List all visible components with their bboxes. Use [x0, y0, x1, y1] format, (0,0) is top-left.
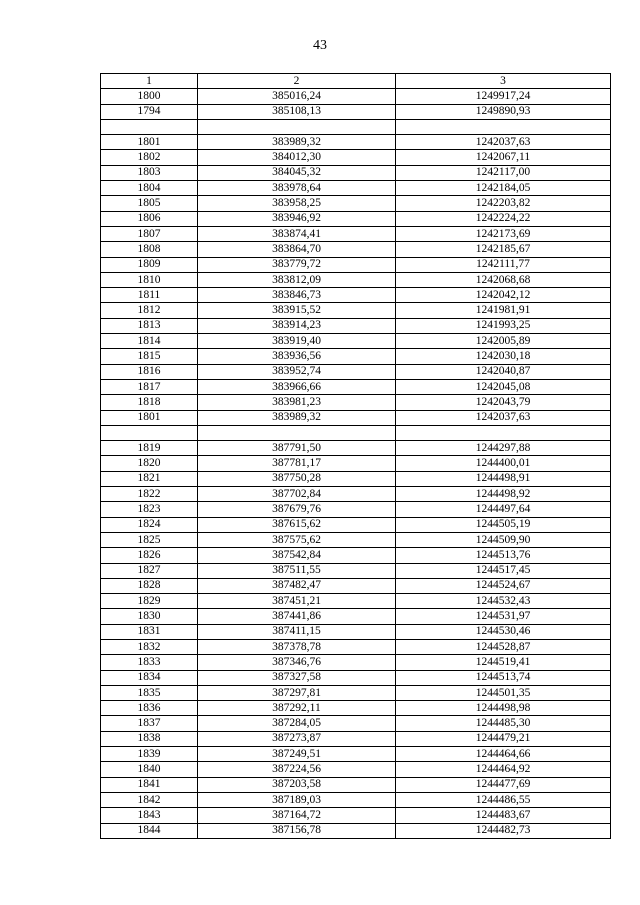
y-coordinate-cell: 1242203,82 [396, 196, 611, 211]
table-row [101, 211, 611, 226]
y-coordinate-cell: 1244485,30 [396, 716, 611, 731]
point-number-cell: 1840 [101, 762, 198, 777]
table-row [101, 257, 611, 272]
x-coordinate-cell: 387249,51 [198, 747, 396, 762]
y-coordinate-cell: 1242067,11 [396, 150, 611, 165]
table-row [101, 349, 611, 364]
y-coordinate-cell: 1244513,76 [396, 548, 611, 563]
point-number-cell: 1824 [101, 517, 198, 532]
x-coordinate-cell: 383946,92 [198, 211, 396, 226]
x-coordinate-cell: 387781,17 [198, 456, 396, 471]
point-number-cell: 1812 [101, 303, 198, 318]
table-row [101, 196, 611, 211]
point-number-cell: 1816 [101, 364, 198, 379]
x-coordinate-cell: 387346,76 [198, 655, 396, 670]
x-coordinate-cell: 383846,73 [198, 288, 396, 303]
y-coordinate-cell [396, 119, 611, 134]
y-coordinate-cell: 1244532,43 [396, 594, 611, 609]
x-coordinate-cell: 384012,30 [198, 150, 396, 165]
point-number-cell: 1833 [101, 655, 198, 670]
table-row [101, 655, 611, 670]
x-coordinate-cell: 387378,78 [198, 639, 396, 654]
x-coordinate-cell: 387679,76 [198, 502, 396, 517]
table-row [101, 532, 611, 547]
point-number-cell: 1836 [101, 701, 198, 716]
y-coordinate-cell: 1242184,05 [396, 181, 611, 196]
x-coordinate-cell: 383812,09 [198, 272, 396, 287]
table-row [101, 639, 611, 654]
x-coordinate-cell: 383989,32 [198, 135, 396, 150]
x-coordinate-cell: 387542,84 [198, 548, 396, 563]
y-coordinate-cell: 1249917,24 [396, 89, 611, 104]
y-coordinate-cell: 1242224,22 [396, 211, 611, 226]
table-row [101, 471, 611, 486]
point-number-cell [101, 119, 198, 134]
y-coordinate-cell: 1244524,67 [396, 578, 611, 593]
y-coordinate-cell: 1242030,18 [396, 349, 611, 364]
y-coordinate-cell: 1244479,21 [396, 731, 611, 746]
y-coordinate-cell: 1244400,01 [396, 456, 611, 471]
header-col-3: 3 [396, 74, 611, 89]
x-coordinate-cell: 383914,23 [198, 318, 396, 333]
table-row [101, 731, 611, 746]
y-coordinate-cell: 1244498,92 [396, 487, 611, 502]
y-coordinate-cell: 1244464,66 [396, 747, 611, 762]
point-number-cell: 1821 [101, 471, 198, 486]
table-row [101, 303, 611, 318]
table-header [101, 74, 611, 89]
point-number-cell: 1802 [101, 150, 198, 165]
x-coordinate-cell: 383936,56 [198, 349, 396, 364]
x-coordinate-cell: 387575,62 [198, 532, 396, 547]
table-row [101, 777, 611, 792]
point-number-cell: 1830 [101, 609, 198, 624]
x-coordinate-cell: 387411,15 [198, 624, 396, 639]
x-coordinate-cell: 383915,52 [198, 303, 396, 318]
point-number-cell: 1814 [101, 334, 198, 349]
y-coordinate-cell: 1244519,41 [396, 655, 611, 670]
y-coordinate-cell: 1242117,00 [396, 165, 611, 180]
point-number-cell: 1805 [101, 196, 198, 211]
table-row [101, 288, 611, 303]
y-coordinate-cell: 1244528,87 [396, 639, 611, 654]
y-coordinate-cell: 1242173,69 [396, 226, 611, 241]
point-number-cell: 1828 [101, 578, 198, 593]
point-number-cell: 1832 [101, 639, 198, 654]
point-number-cell: 1818 [101, 395, 198, 410]
y-coordinate-cell: 1244498,91 [396, 471, 611, 486]
point-number-cell: 1820 [101, 456, 198, 471]
table-row [101, 89, 611, 104]
y-coordinate-cell: 1242040,87 [396, 364, 611, 379]
point-number-cell: 1813 [101, 318, 198, 333]
x-coordinate-cell: 383981,23 [198, 395, 396, 410]
table-row [101, 334, 611, 349]
y-coordinate-cell: 1242043,79 [396, 395, 611, 410]
point-number-cell: 1822 [101, 487, 198, 502]
table-row [101, 685, 611, 700]
x-coordinate-cell: 387702,84 [198, 487, 396, 502]
x-coordinate-cell: 387482,47 [198, 578, 396, 593]
table-row [101, 609, 611, 624]
point-number-cell: 1825 [101, 532, 198, 547]
table-row [101, 487, 611, 502]
point-number-cell: 1811 [101, 288, 198, 303]
table-row [101, 456, 611, 471]
y-coordinate-cell: 1242042,12 [396, 288, 611, 303]
x-coordinate-cell: 383779,72 [198, 257, 396, 272]
point-number-cell: 1794 [101, 104, 198, 119]
header-col-2: 2 [198, 74, 396, 89]
table-row [101, 119, 611, 134]
x-coordinate-cell: 383958,25 [198, 196, 396, 211]
point-number-cell: 1827 [101, 563, 198, 578]
table-row [101, 716, 611, 731]
point-number-cell: 1826 [101, 548, 198, 563]
table-row [101, 762, 611, 777]
x-coordinate-cell: 387224,56 [198, 762, 396, 777]
page-number: 43 [313, 38, 327, 53]
y-coordinate-cell: 1249890,93 [396, 104, 611, 119]
x-coordinate-cell: 384045,32 [198, 165, 396, 180]
table-row [101, 410, 611, 425]
point-number-cell: 1801 [101, 135, 198, 150]
x-coordinate-cell: 387451,21 [198, 594, 396, 609]
y-coordinate-cell: 1244501,35 [396, 685, 611, 700]
point-number-cell [101, 425, 198, 440]
point-number-cell: 1843 [101, 808, 198, 823]
table-row [101, 272, 611, 287]
table-row [101, 747, 611, 762]
x-coordinate-cell: 387156,78 [198, 823, 396, 838]
y-coordinate-cell: 1242185,67 [396, 242, 611, 257]
y-coordinate-cell: 1244477,69 [396, 777, 611, 792]
x-coordinate-cell: 387284,05 [198, 716, 396, 731]
table-row [101, 441, 611, 456]
table-row [101, 808, 611, 823]
point-number-cell: 1839 [101, 747, 198, 762]
table-row [101, 104, 611, 119]
table-row [101, 701, 611, 716]
y-coordinate-cell: 1244530,46 [396, 624, 611, 639]
table-row [101, 563, 611, 578]
x-coordinate-cell: 383952,74 [198, 364, 396, 379]
x-coordinate-cell: 387189,03 [198, 792, 396, 807]
y-coordinate-cell: 1242068,68 [396, 272, 611, 287]
point-number-cell: 1844 [101, 823, 198, 838]
table-row [101, 548, 611, 563]
point-number-cell: 1815 [101, 349, 198, 364]
table-row [101, 318, 611, 333]
point-number-cell: 1823 [101, 502, 198, 517]
table-row [101, 242, 611, 257]
y-coordinate-cell: 1244297,88 [396, 441, 611, 456]
x-coordinate-cell: 387203,58 [198, 777, 396, 792]
point-number-cell: 1810 [101, 272, 198, 287]
table-row [101, 823, 611, 838]
point-number-cell: 1819 [101, 441, 198, 456]
table-row [101, 181, 611, 196]
point-number-cell: 1807 [101, 226, 198, 241]
x-coordinate-cell [198, 425, 396, 440]
point-number-cell: 1804 [101, 181, 198, 196]
point-number-cell: 1838 [101, 731, 198, 746]
y-coordinate-cell: 1244486,55 [396, 792, 611, 807]
point-number-cell: 1809 [101, 257, 198, 272]
header-col-1: 1 [101, 74, 198, 89]
point-number-cell: 1801 [101, 410, 198, 425]
table-row [101, 150, 611, 165]
y-coordinate-cell: 1242045,08 [396, 379, 611, 394]
x-coordinate-cell: 387273,87 [198, 731, 396, 746]
table-row [101, 578, 611, 593]
y-coordinate-cell: 1244497,64 [396, 502, 611, 517]
x-coordinate-cell [198, 119, 396, 134]
x-coordinate-cell: 387327,58 [198, 670, 396, 685]
y-coordinate-cell: 1242005,89 [396, 334, 611, 349]
y-coordinate-cell: 1244464,92 [396, 762, 611, 777]
x-coordinate-cell: 387511,55 [198, 563, 396, 578]
point-number-cell: 1834 [101, 670, 198, 685]
y-coordinate-cell: 1242037,63 [396, 135, 611, 150]
table-body [101, 89, 611, 839]
x-coordinate-cell: 387297,81 [198, 685, 396, 700]
table-row [101, 165, 611, 180]
point-number-cell: 1831 [101, 624, 198, 639]
header-row [101, 74, 611, 89]
y-coordinate-cell: 1242111,77 [396, 257, 611, 272]
point-number-cell: 1835 [101, 685, 198, 700]
table-row [101, 226, 611, 241]
y-coordinate-cell: 1244531,97 [396, 609, 611, 624]
point-number-cell: 1803 [101, 165, 198, 180]
x-coordinate-cell: 383874,41 [198, 226, 396, 241]
point-number-cell: 1817 [101, 379, 198, 394]
x-coordinate-cell: 383864,70 [198, 242, 396, 257]
x-coordinate-cell: 385016,24 [198, 89, 396, 104]
table-row [101, 517, 611, 532]
table-row [101, 670, 611, 685]
x-coordinate-cell: 387292,11 [198, 701, 396, 716]
coordinates-table [100, 73, 611, 839]
x-coordinate-cell: 387441,86 [198, 609, 396, 624]
y-coordinate-cell [396, 425, 611, 440]
y-coordinate-cell: 1244483,67 [396, 808, 611, 823]
x-coordinate-cell: 383989,32 [198, 410, 396, 425]
table-row [101, 395, 611, 410]
x-coordinate-cell: 387750,28 [198, 471, 396, 486]
x-coordinate-cell: 387164,72 [198, 808, 396, 823]
table-row [101, 502, 611, 517]
y-coordinate-cell: 1244509,90 [396, 532, 611, 547]
table-row [101, 792, 611, 807]
table-row [101, 364, 611, 379]
x-coordinate-cell: 385108,13 [198, 104, 396, 119]
y-coordinate-cell: 1241993,25 [396, 318, 611, 333]
x-coordinate-cell: 387791,50 [198, 441, 396, 456]
point-number-cell: 1829 [101, 594, 198, 609]
x-coordinate-cell: 387615,62 [198, 517, 396, 532]
table-row [101, 379, 611, 394]
y-coordinate-cell: 1244505,19 [396, 517, 611, 532]
point-number-cell: 1842 [101, 792, 198, 807]
point-number-cell: 1800 [101, 89, 198, 104]
table-row [101, 135, 611, 150]
point-number-cell: 1806 [101, 211, 198, 226]
point-number-cell: 1837 [101, 716, 198, 731]
x-coordinate-cell: 383966,66 [198, 379, 396, 394]
y-coordinate-cell: 1244513,74 [396, 670, 611, 685]
y-coordinate-cell: 1242037,63 [396, 410, 611, 425]
table-row [101, 594, 611, 609]
table-row [101, 624, 611, 639]
x-coordinate-cell: 383919,40 [198, 334, 396, 349]
y-coordinate-cell: 1244517,45 [396, 563, 611, 578]
y-coordinate-cell: 1244482,73 [396, 823, 611, 838]
y-coordinate-cell: 1241981,91 [396, 303, 611, 318]
point-number-cell: 1841 [101, 777, 198, 792]
table-row [101, 425, 611, 440]
point-number-cell: 1808 [101, 242, 198, 257]
x-coordinate-cell: 383978,64 [198, 181, 396, 196]
y-coordinate-cell: 1244498,98 [396, 701, 611, 716]
